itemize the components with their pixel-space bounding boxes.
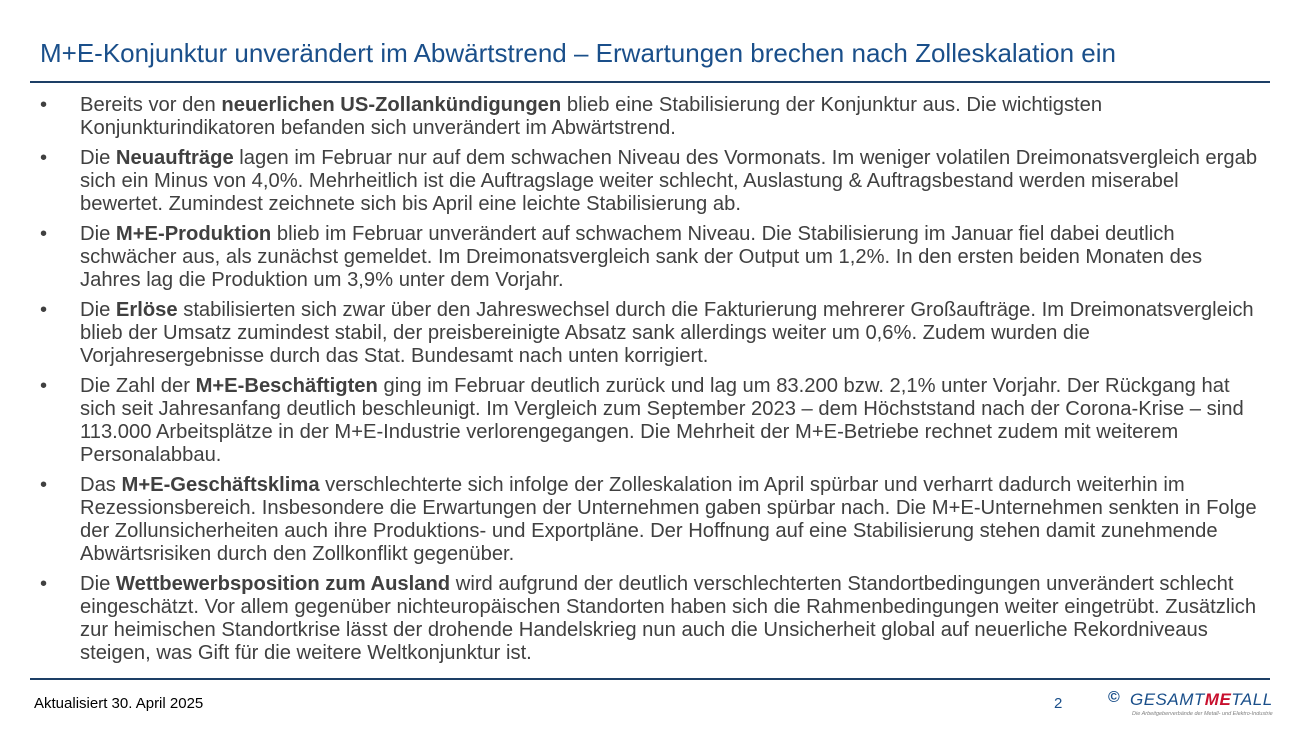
- bullet-item: [30, 299, 1265, 368]
- logo-wordmark-pre: GESAMT: [1130, 690, 1205, 709]
- bullet-text-post: wird aufgrund der deutlich verschlechterten Standortbedingungen unverändert schlecht eingeschätzt. Vor allem gegenüber nichteuropäischen Standorten haben sich die Rahmenbedingungen weiter eingetrübt. Zusätzlich zur heimischen Standortkrise lässt der drohende Handelskrieg nun auch die Unsicherheit global auf neuerliche Rekordniveaus steigen, was Gift für die weitere Weltkonjunktur ist.: [80, 573, 1257, 664]
- gesamtmetall-logo: [1108, 689, 1278, 723]
- bullet-item: [30, 474, 1265, 566]
- bullet-marker: •: [40, 474, 48, 496]
- bullet-text-pre: Das: [80, 474, 122, 496]
- copyright-icon: ©: [1108, 689, 1120, 706]
- bullet-text-post: lagen im Februar nur auf dem schwachen Niveau des Vormonats. Im weniger volatilen Dreimonatsvergleich ergab sich ein Minus von 4,0%. Mehrheitlich ist die Auftragslage weiter schlecht, Auslastung & Auftragsbestand werden miserabel bewertet. Zumindest zeichnete sich bis April eine leichte Stabilisierung ab.: [80, 147, 1258, 215]
- bullet-marker: •: [40, 573, 48, 595]
- bullet-text-post: verschlechterte sich infolge der Zolleskalation im April spürbar und verharrt dadurch weiterhin im Rezessionsbereich. Insbesondere die Erwartungen der Unternehmen gaben spürbar nach. Die M+E-Unternehmen senkten in Folge der Zollunsicherheiten auch ihre Produktions- und Exportpläne. Der Hoffnung auf eine Stabilisierung stehen damit zunehmende Abwärtsrisiken durch den Zollkonflikt gegenüber.: [80, 474, 1257, 565]
- bullet-text-bold: Wettbewerbsposition zum Ausland: [115, 573, 451, 595]
- bullet-text-post: blieb im Februar unverändert auf schwachem Niveau. Die Stabilisierung im Januar fiel dabei deutlich schwächer aus, als zunächst gemeldet. Im Dreimonatsvergleich sank der Output um 1,2%. In den ersten beiden Monaten des Jahres lag die Produktion um 3,9% unter dem Vorjahr.: [80, 223, 1203, 291]
- bullet-marker: •: [40, 299, 48, 321]
- bullet-marker: •: [40, 223, 48, 245]
- bullet-text-bold: neuerlichen US-Zollankündigungen: [221, 94, 562, 116]
- bullet-text-pre: Die: [80, 223, 116, 245]
- logo-tagline: Die Arbeitgeberverbände der Metall- und Elektro-Industrie: [1132, 711, 1273, 717]
- bullet-text-bold: M+E-Produktion: [115, 223, 272, 245]
- bullet-text-bold: Erlöse: [115, 299, 178, 321]
- bullet-item: [30, 94, 1265, 140]
- page-number: 2: [1054, 695, 1063, 712]
- bullet-item: [30, 375, 1265, 467]
- slide-title: M+E-Konjunktur unverändert im Abwärtstrend – Erwartungen brechen nach Zolleskalation ein: [40, 38, 1116, 68]
- bullet-text-post: blieb eine Stabilisierung der Konjunktur aus. Die wichtigsten Konjunkturindikatoren befanden sich unverändert im Abwärtstrend.: [80, 94, 1103, 139]
- bullet-text-pre: Die: [80, 573, 116, 595]
- bullet-text-pre: Bereits vor den: [80, 94, 222, 116]
- footer-divider: [30, 678, 1270, 680]
- logo-wordmark-post: TALL: [1231, 690, 1273, 709]
- bullet-item: [30, 573, 1265, 665]
- bullet-text-bold: Neuaufträge: [115, 147, 234, 169]
- bullet-text-pre: Die: [80, 147, 116, 169]
- bullet-list: [30, 94, 1265, 672]
- bullet-text-pre: Die: [80, 299, 116, 321]
- bullet-marker: •: [40, 94, 48, 116]
- bullet-text-pre: Die Zahl der: [80, 375, 196, 397]
- logo-wordmark-me: ME: [1204, 690, 1232, 709]
- bullet-item: [30, 147, 1265, 216]
- bullet-text-post: ging im Februar deutlich zurück und lag um 83.200 bzw. 2,1% unter Vorjahr. Der Rückgang hat sich seit Jahresanfang deutlich beschleunigt. Im Vergleich zum September 2023 – dem Höchststand nach der Corona-Krise – sind 113.000 Arbeitsplätze in der M+E-Industrie verlorengegangen. Die Mehrheit der M+E-Betriebe rechnet zudem mit weiterem Personalabbau.: [80, 375, 1244, 466]
- bullet-item: [30, 223, 1265, 292]
- title-divider: [30, 81, 1270, 83]
- logo-wordmark: [1130, 690, 1273, 710]
- bullet-text-bold: M+E-Geschäftsklima: [121, 474, 320, 496]
- bullet-marker: •: [40, 375, 48, 397]
- last-updated-date: Aktualisiert 30. April 2025: [34, 695, 204, 712]
- bullet-marker: •: [40, 147, 48, 169]
- bullet-text-bold: M+E-Beschäftigten: [195, 375, 378, 397]
- bullet-text-post: stabilisierten sich zwar über den Jahreswechsel durch die Fakturierung mehrerer Großaufträge. Im Dreimonatsvergleich blieb der Umsatz zumindest stabil, der preisbereinigte Absatz sank allerdings weiter um 0,6%. Zudem wurden die Vorjahresergebnisse durch das Stat. Bundesamt nach unten korrigiert.: [80, 299, 1254, 367]
